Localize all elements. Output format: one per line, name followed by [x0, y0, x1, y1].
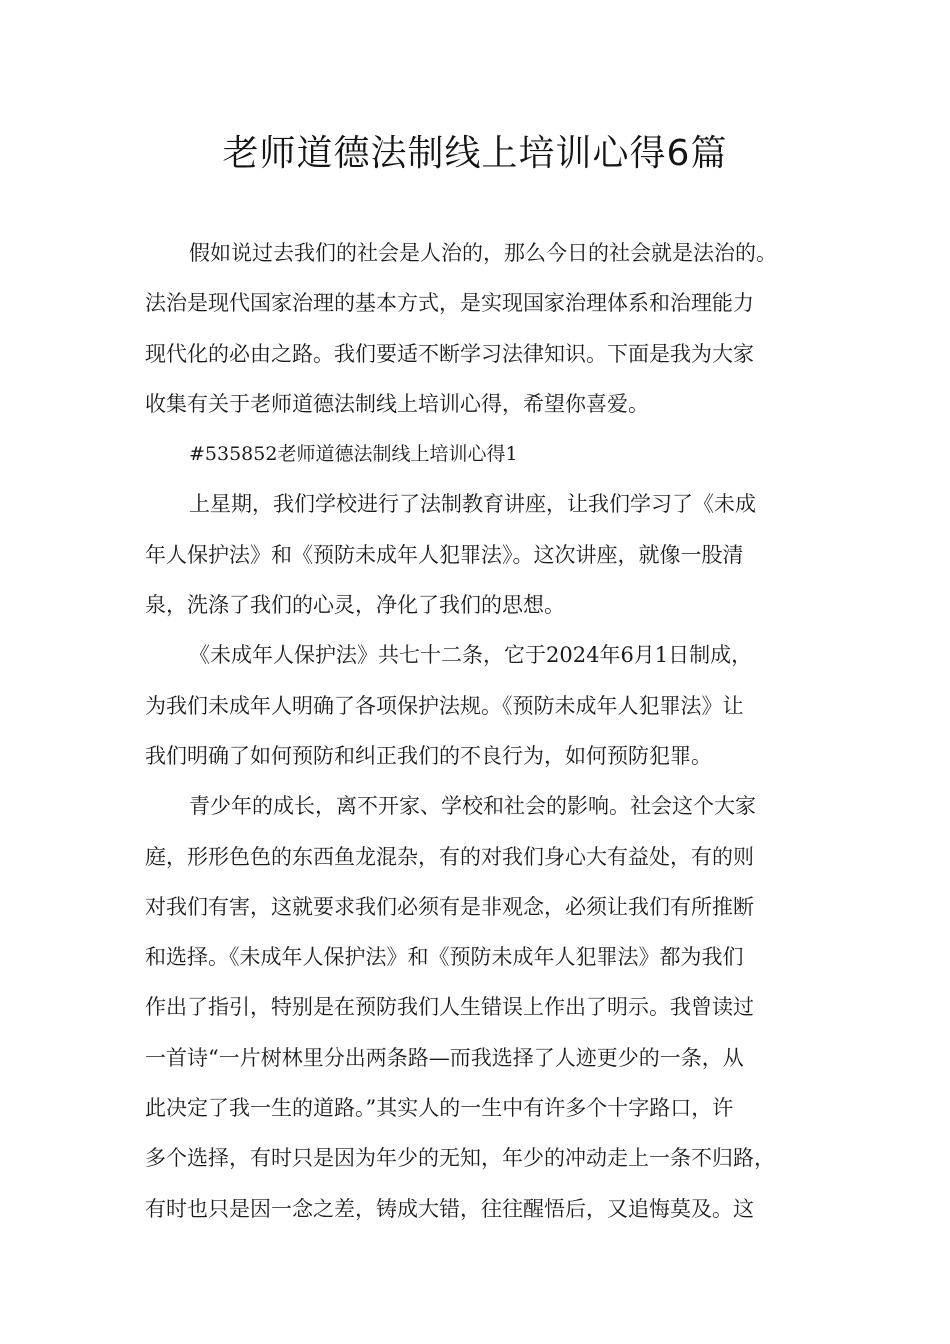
section-heading: #535852老师道德法制线上培训心得1	[189, 443, 518, 466]
text-line: 一首诗“一片树林里分出两条路—而我选择了人迹更少的一条，从	[145, 1045, 744, 1070]
text-line: 假如说过去我们的社会是人治的，那么今日的社会就是法治的。	[189, 241, 777, 265]
text-line: 多个选择，有时只是因为年少的无知，年少的冲动走上一条不归路，	[145, 1146, 775, 1171]
text-line: 年人保护法》和《预防未成年人犯罪法》。这次讲座，就像一股清	[145, 542, 744, 567]
text-line: 我们明确了如何预防和纠正我们的不良行为，如何预防犯罪。	[145, 743, 712, 768]
text-line: 对我们有害，这就要求我们必须有是非观念，必须让我们有所推断	[145, 894, 754, 919]
text-line: 有时也只是因一念之差，铸成大错，往往醒悟后，又追悔莫及。这	[145, 1196, 754, 1221]
text-line: 青少年的成长，离不开家、学校和社会的影响。社会这个大家	[189, 794, 756, 819]
document-body	[145, 228, 825, 1234]
text-line: 收集有关于老师道德法制线上培训心得，希望你喜爱。	[145, 391, 649, 416]
document-title: 老师道德法制线上培训心得6篇	[222, 133, 728, 174]
text-line: 作出了指引，特别是在预防我们人生错误上作出了明示。我曾读过	[145, 995, 754, 1020]
text-line: 上星期，我们学校进行了法制教育讲座，让我们学习了《未成	[189, 492, 756, 517]
text-line: 和选择。《未成年人保护法》和《预防未成年人犯罪法》都为我们	[145, 945, 744, 970]
text-line: 法治是现代国家治理的基本方式，是实现国家治理体系和治理能力	[145, 291, 754, 316]
text-line: 此决定了我一生的道路。”其实人的一生中有许多个十字路口，许	[145, 1096, 734, 1121]
text-line: 庭，形形色色的东西鱼龙混杂，有的对我们身心大有益处，有的则	[145, 844, 754, 869]
text-line: 为我们未成年人明确了各项保护法规。《预防未成年人犯罪法》让	[145, 693, 744, 718]
text-line: 现代化的必由之路。我们要适不断学习法律知识。下面是我为大家	[145, 341, 754, 366]
text-line: 泉，洗涤了我们的心灵，净化了我们的思想。	[145, 593, 565, 618]
text-line: 《未成年人保护法》共七十二条，它于2024年6月1日制成，	[189, 643, 753, 668]
